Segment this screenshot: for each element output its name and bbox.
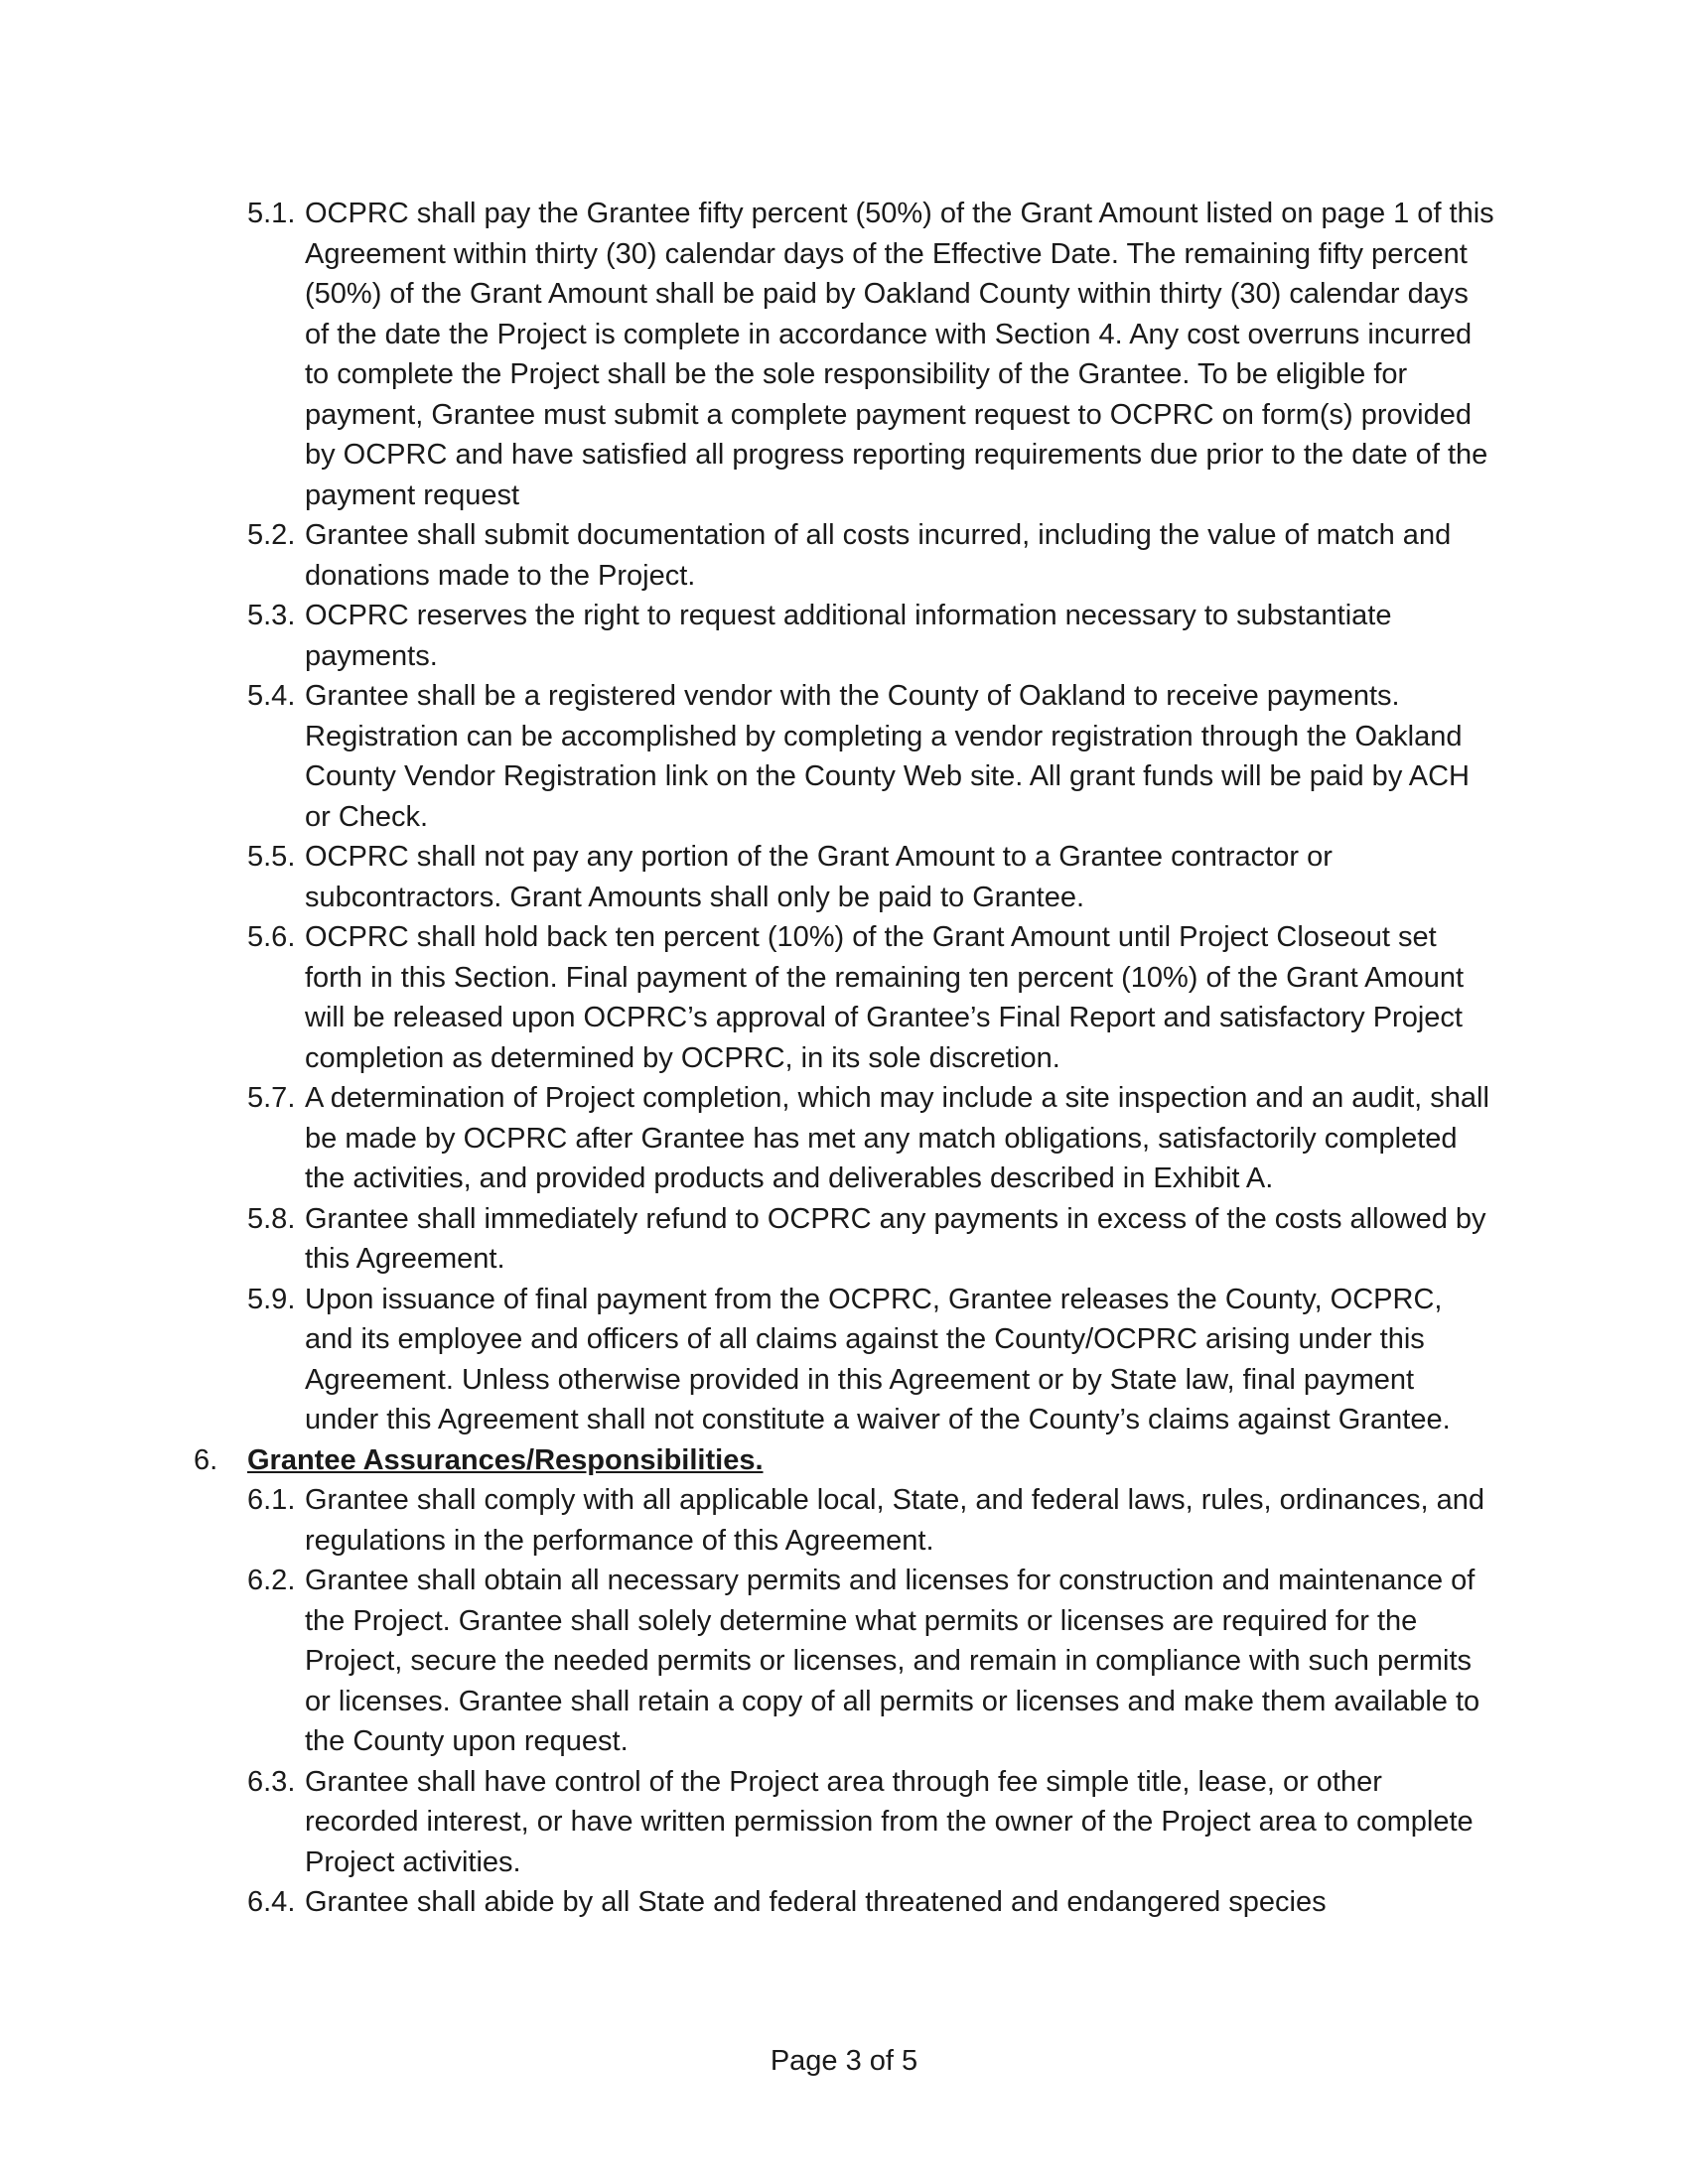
clause-text: Grantee shall submit documentation of all costs incurred, including the value of match and donations made to the Project.	[305, 519, 1452, 592]
clause-number: 6.1.	[247, 1484, 296, 1516]
clause-5-6	[194, 917, 1494, 1078]
clause-5-2	[194, 515, 1494, 596]
clause-5-7	[194, 1078, 1494, 1199]
clause-text: OCPRC shall not pay any portion of the Grant Amount to a Grantee contractor or subcontractors. Grant Amounts shall only be paid to Grantee.	[305, 841, 1333, 913]
clause-5-9	[194, 1280, 1494, 1440]
clause-text: Grantee shall abide by all State and federal threatened and endangered species	[305, 1886, 1327, 1918]
clause-5-3	[194, 596, 1494, 676]
clause-number: 5.3.	[247, 600, 296, 631]
clause-number: 5.4.	[247, 680, 296, 712]
clause-5-8	[194, 1199, 1494, 1280]
clause-5-4	[194, 676, 1494, 837]
clause-6-4	[194, 1882, 1494, 1923]
clause-number: 5.9.	[247, 1283, 296, 1315]
clause-number: 5.5.	[247, 841, 296, 873]
clause-5-5	[194, 837, 1494, 917]
clause-text: Grantee shall obtain all necessary permits and licenses for construction and maintenance of the Project. Grantee shall solely determine what permits or licenses are required for the Project, secure the needed permits or licenses, and remain in compliance with such permits or licenses. Grantee shall retain a copy of all permits or licenses and make them available to the County upon request.	[305, 1565, 1480, 1757]
clause-number: 6.3.	[247, 1765, 296, 1798]
clause-text: Upon issuance of final payment from the OCPRC, Grantee releases the County, OCPRC, and its employee and officers of all claims against the County/OCPRC arising under this Agreement. Unless otherwise provided in this Agreement or by State law, final payment under this Agreement shall not constitute a waiver of the County’s claims against Grantee.	[305, 1283, 1451, 1435]
clause-6-1	[194, 1480, 1494, 1561]
clause-text: Grantee shall comply with all applicable local, State, and federal laws, rules, ordinances, and regulations in the performance of this Agreement.	[305, 1484, 1485, 1557]
clause-6-2	[194, 1561, 1494, 1762]
clause-number: 5.8.	[247, 1202, 296, 1235]
clause-number: 5.1.	[247, 198, 296, 229]
clause-number: 5.7.	[247, 1082, 296, 1114]
clause-text: OCPRC reserves the right to request additional information necessary to substantiate payments.	[305, 600, 1392, 672]
clause-text: Grantee shall immediately refund to OCPRC any payments in excess of the costs allowed by this Agreement.	[305, 1202, 1486, 1275]
section-title: Grantee Assurances/Responsibilities.	[247, 1443, 764, 1476]
clause-text: Grantee shall be a registered vendor with the County of Oakland to receive payments. Registration can be accomplished by completing a vendor registration through the Oakland County Vendor Registration link on the County Web site. All grant funds will be paid by ACH or Check.	[305, 680, 1470, 833]
clause-text: A determination of Project completion, which may include a site inspection and an audit, shall be made by OCPRC after Grantee has met any match obligations, satisfactorily completed the activities, and provided products and deliverables described in Exhibit A.	[305, 1082, 1489, 1194]
clause-number: 5.2.	[247, 519, 296, 551]
section-number: 6.	[194, 1443, 218, 1476]
clause-text: OCPRC shall hold back ten percent (10%) of the Grant Amount until Project Closeout set forth in this Section. Final payment of the remaining ten percent (10%) of the Grant Amount will be released upon OCPRC’s approval of Grantee’s Final Report and satisfactory Project completion as determined by OCPRC, in its sole discretion.	[305, 921, 1465, 1074]
clause-text: OCPRC shall pay the Grantee fifty percent (50%) of the Grant Amount listed on page 1 of this Agreement within thirty (30) calendar days of the Effective Date. The remaining fifty percent (50%) of the Grant Amount shall be paid by Oakland County within thirty (30) calendar days of the date the Project is complete in accordance with Section 4. Any cost overruns incurred to complete the Project shall be the sole responsibility of the Grantee. To be eligible for payment, Grantee must submit a complete payment request to OCPRC on form(s) provided by OCPRC and have satisfied all progress reporting requirements due prior to the date of the payment request	[305, 198, 1494, 511]
clause-number: 6.4.	[247, 1886, 296, 1918]
clause-6-3	[194, 1762, 1494, 1883]
document-body	[194, 194, 1494, 1923]
clause-number: 6.2.	[247, 1565, 296, 1596]
clause-text: Grantee shall have control of the Project area through fee simple title, lease, or other recorded interest, or have written permission from the owner of the Project area to complete Project activities.	[305, 1765, 1474, 1878]
clause-5-1	[194, 194, 1494, 515]
section-6-heading	[194, 1440, 1494, 1481]
page-number-footer: Page 3 of 5	[770, 2045, 918, 2077]
clause-number: 5.6.	[247, 921, 296, 953]
